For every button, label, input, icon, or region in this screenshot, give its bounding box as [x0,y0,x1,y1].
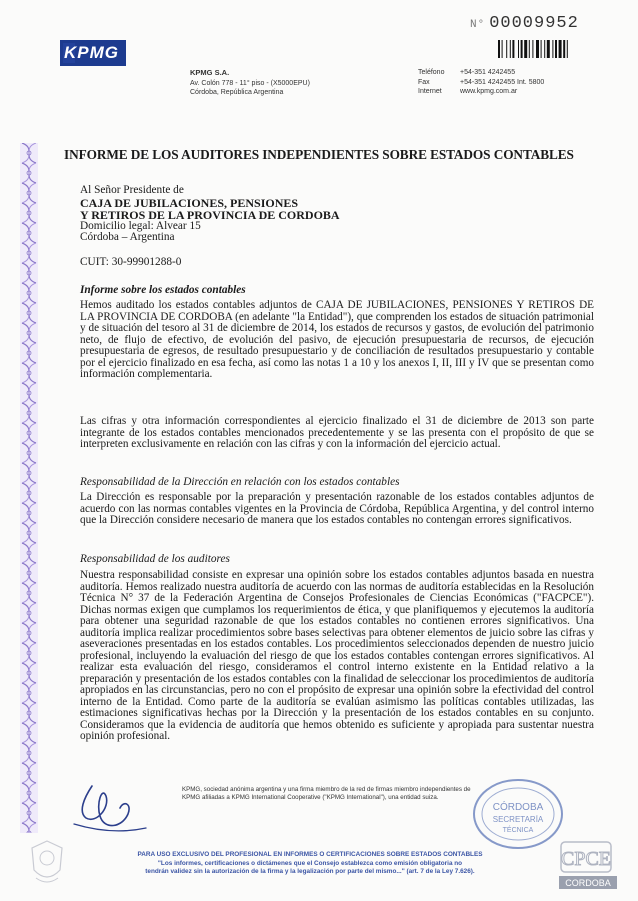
address-line-1: Av. Colón 778 - 11° piso - (X5000EPU) [190,79,310,87]
barcode-bar [547,40,550,58]
handwritten-signature [70,778,150,840]
report-title: INFORME DE LOS AUDITORES INDEPENDIENTES SOBRE ESTADOS CONTABLES [64,147,574,162]
fax-label: Fax [418,78,430,86]
barcode-bar [544,40,545,58]
city-country: Córdoba – Argentina [80,231,175,244]
serial-value: 00009952 [489,14,579,33]
serial-prefix: N° [470,19,486,31]
barcode-bar [552,40,553,58]
barcode-bar [524,40,527,58]
address-line-2: Córdoba, República Argentina [190,89,284,96]
legal-domicile: Domicilio legal: Alvear 15 [80,219,201,232]
paragraph-scope: Hemos auditado los estados contables adjuntos de CAJA DE JUBILACIONES, PENSIONES Y RETIROS DE LA PROVINCIA DE CORDOBA (en adelante "la Entidad"), que comprenden los estados de situación patrimonial y de situación del tesoro al 31 de diciembre de 2014, los estados de recursos y gastos, de evolución del patrimonio neto, de flujo de efectivo, de evolución del pasivo, de ejecución presupuestaria de recursos, de ejecución presupuestaria de egresos, de resultado presupuestario y de conciliación de resultados presupuestario y contable por el ejercicio finalizado en esa fecha, así como las notas 1 a 10 y los anexos I, II, III y IV que se presentan como información complementaria. [80,299,594,380]
provincial-seal-watermark [26,838,68,888]
cpce-logo [551,838,619,894]
phone-label: Teléfono [418,69,445,76]
cuit-number: CUIT: 30-99901288-0 [80,256,182,268]
section-heading-management: Responsabilidad de la Dirección en relación con los estados contables [80,476,400,488]
barcode-bar [498,40,500,58]
firm-address [190,68,310,98]
firm-name: KPMG S.A. [190,68,230,77]
fax-value: +54-351 4242455 Int. 5800 [460,78,545,86]
paragraph-auditors: Nuestra responsabilidad consiste en expresar una opinión sobre los estados contables adjuntos basada en nuestra auditoría. Hemos realizado nuestra auditoría de acuerdo con las normas de auditoría establecidas en la Resolución Técnica N° 37 de la Federación Argentina de Consejos Profesionales de Ciencias Económicas ("FACPCE"). Dichas normas exigen que cumplamos los requerimientos de ética, y que planifiquemos y ejecutemos la auditoría para obtener una seguridad razonable de que los estados contables no contienen errores significativos. Una auditoría implica realizar procedimientos sobre bases selectivas para obtener elementos de juicio sobre las cifras y aseveraciones presentadas en los estados contables. Los procedimientos seleccionados dependen de nuestro juicio profesional, incluyendo la evaluación del riesgo de que los estados contables contengan errores significativos. Al realizar esta evaluación del riesgo, consideramos el control interno existente en la Entidad relativo a la preparación y presentación de los estados contables con la finalidad de seleccionar los procedimientos de auditoría apropiados en las circunstancias, pero no con el propósito de expresar una opinión sobre la efectividad del control interno de la Entidad. Como parte de la auditoría se evalúan asimismo las políticas contables utilizadas, las estimaciones significativas hechas por la Dirección y la presentación de los estados contables en su conjunto. Consideramos que la evidencia de auditoría que hemos obtenido es suficiente y apropiada para sustentar nuestra opinión profesional. [80,569,594,742]
section-heading-auditors: Responsabilidad de los auditores [80,553,230,565]
barcode-bar [532,40,533,58]
serial-number [470,14,579,33]
barcode-bar [518,40,519,58]
salutation: Al Señor Presidente de [80,184,184,196]
entity-name-line-1: CAJA DE JUBILACIONES, PENSIONES [80,195,299,210]
cpce-logo-city: CORDOBA [565,878,611,888]
phone-value: +54-351 4242455 [460,69,516,76]
addressee-block [80,185,340,244]
barcode-bar [563,40,565,58]
barcode-bar [529,40,530,58]
cpce-logo-letters: CPCE [560,848,612,870]
svg-text:TÉCNICA: TÉCNICA [502,827,534,834]
security-pattern-band [20,143,38,833]
kpmg-logo [60,40,126,66]
paragraph-comparatives: Las cifras y otra información correspondientes al ejercicio finalizado el 31 de diciembre de 2013 son parte integrante de los estados contables mencionados precedentemente y se las presenta con el propósito de que se interpreten exclusivamente en relación con las cifras y con la información del ejercicio actual. [80,415,594,450]
notice-line-3: tendrán validez sin la autorización de la firma y la legalización por parte del mismo..." (art. 7 de la Ley 7.626). [145,868,475,875]
barcode-bar [559,40,562,58]
barcode-bar [506,40,507,58]
barcode-image [498,40,610,58]
svg-text:CÓRDOBA: CÓRDOBA [492,802,544,813]
barcode-bar [555,40,557,58]
firm-contact [418,68,544,97]
entity-name-line-2: Y RETIROS DE LA PROVINCIA DE CORDOBA [80,207,340,222]
barcode-bar [541,40,542,58]
logo-text: KPMG [64,43,119,62]
barcode-bar [536,40,539,58]
kpmg-legal-note: KPMG, sociedad anónima argentina y una firma miembro de la red de firmas miembro independientes de KPMG afiliadas a KPMG International Cooperative ("KPMG International"), una entidad suiza. [182,786,471,801]
internet-label: Internet [418,88,442,95]
notice-line-1: PARA USO EXCLUSIVO DEL PROFESIONAL EN INFORMES O CERTIFICACIONES SOBRE ESTADOS CONTABLES [137,851,483,858]
svg-text:SECRETARÍA: SECRETARÍA [492,815,544,824]
barcode-bar [512,40,514,58]
barcode-bar [567,40,568,58]
barcode-bar [521,40,523,58]
barcode-bar [502,40,503,58]
internet-value: www.kpmg.com.ar [460,88,518,95]
barcode-bar [510,40,511,58]
cpce-notice [110,851,510,877]
notice-line-2: "Los informes, certificaciones o dictámenes que el Consejo establezca como emisión obligatoria no [157,859,463,867]
paragraph-management: La Dirección es responsable por la preparación y presentación razonable de los estados contables adjuntos de acuerdo con las normas contables vigentes en la Provincia de Córdoba, República Argentina, y del control interno que la Dirección considere necesario de manera que los estados contables no contengan errores significativos. [80,491,594,526]
section-heading-report: Informe sobre los estados contables [80,284,246,296]
